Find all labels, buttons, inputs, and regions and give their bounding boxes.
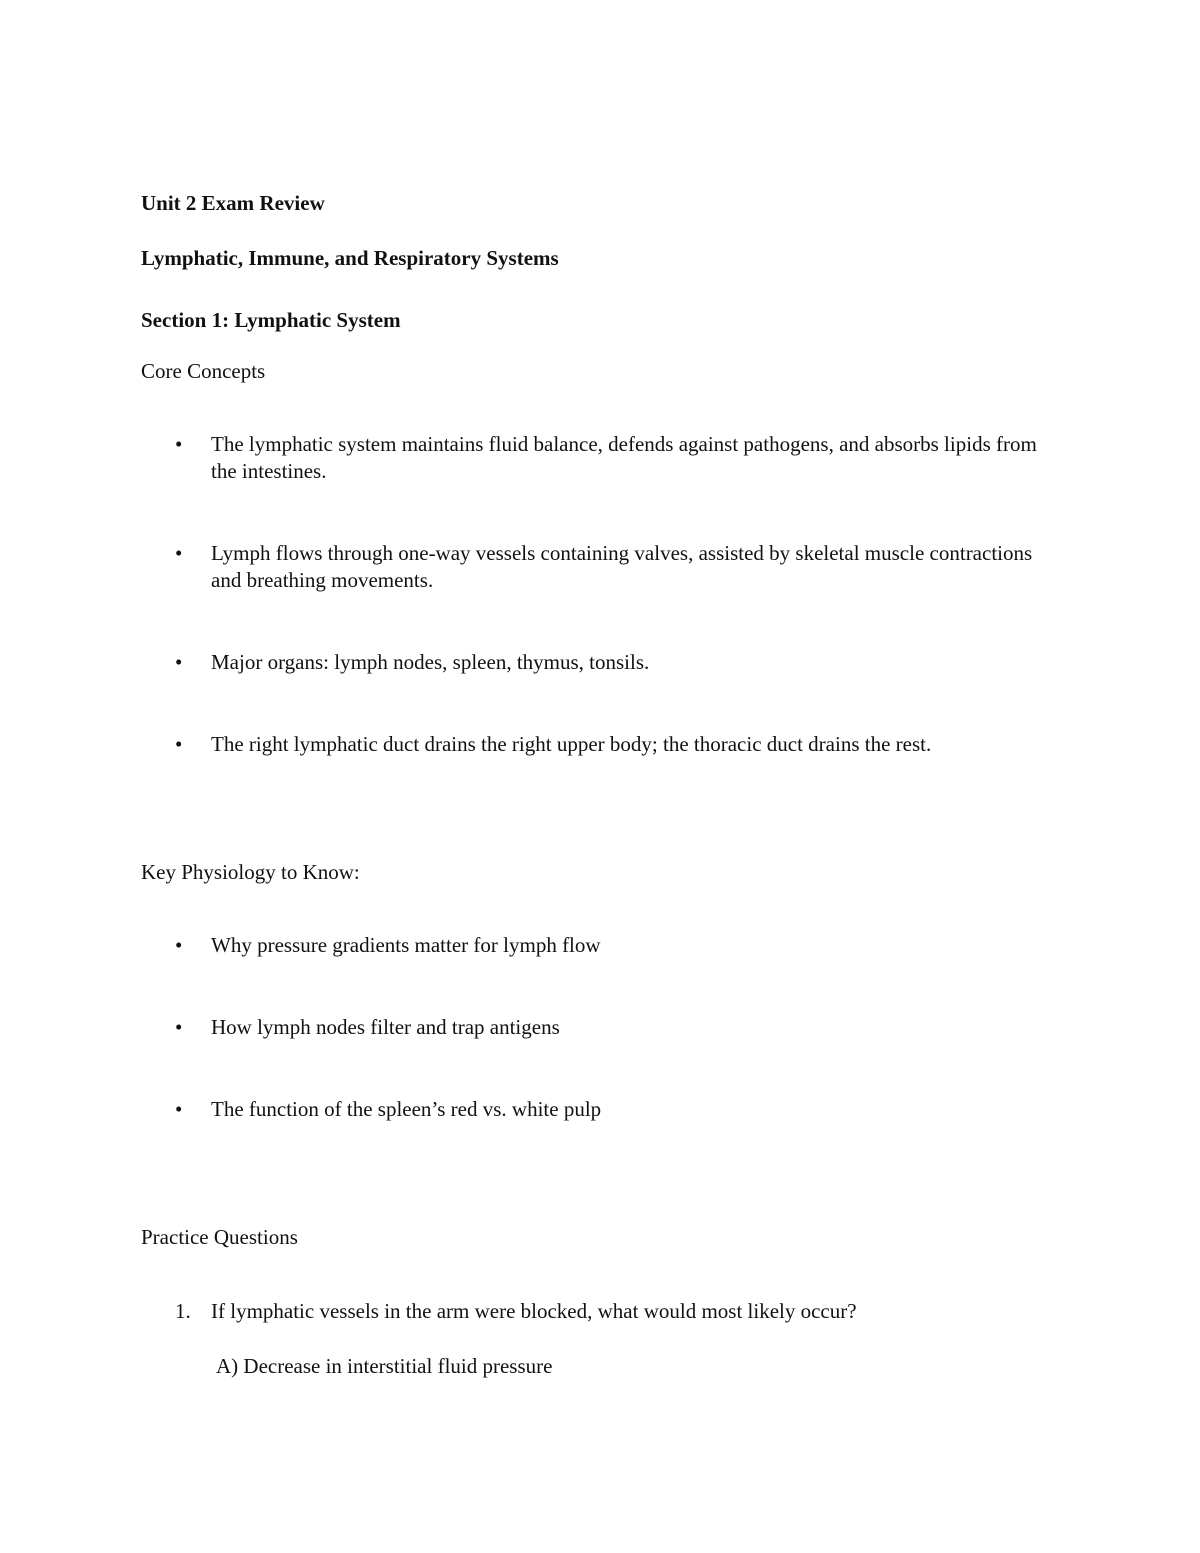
bullet-icon: • xyxy=(175,1097,183,1121)
list-item-text: Why pressure gradients matter for lymph flow xyxy=(211,933,601,957)
list-item-text: Major organs: lymph nodes, spleen, thymus, tonsils. xyxy=(211,650,650,674)
bullet-icon: • xyxy=(175,933,183,957)
answer-option: A) Decrease in interstitial fluid pressure xyxy=(216,1354,553,1378)
document-subtitle: Lymphatic, Immune, and Respiratory Systems xyxy=(141,246,559,270)
question-number: 1. xyxy=(175,1299,191,1323)
list-item-text: The function of the spleen’s red vs. white pulp xyxy=(211,1097,602,1121)
bullet-icon: • xyxy=(175,541,183,565)
section-heading: Section 1: Lymphatic System xyxy=(141,308,401,332)
bullet-icon: • xyxy=(175,650,183,674)
question-text: If lymphatic vessels in the arm were blocked, what would most likely occur? xyxy=(211,1299,857,1323)
core-concepts-label: Core Concepts xyxy=(141,359,266,383)
practice-questions-label: Practice Questions xyxy=(141,1225,298,1249)
list-item-text: Lymph flows through one-way vessels containing valves, assisted by skeletal muscle contractions and breathing movements. xyxy=(211,541,1033,592)
document-title: Unit 2 Exam Review xyxy=(141,191,325,215)
list-item-text: How lymph nodes filter and trap antigens xyxy=(211,1015,560,1039)
list-item-text: The lymphatic system maintains fluid balance, defends against pathogens, and absorbs lipids from the intestines. xyxy=(211,432,1037,483)
bullet-icon: • xyxy=(175,432,183,456)
list-item-text: The right lymphatic duct drains the right upper body; the thoracic duct drains the rest. xyxy=(211,732,932,756)
key-physiology-label: Key Physiology to Know: xyxy=(141,860,360,884)
bullet-icon: • xyxy=(175,732,183,756)
bullet-icon: • xyxy=(175,1015,183,1039)
